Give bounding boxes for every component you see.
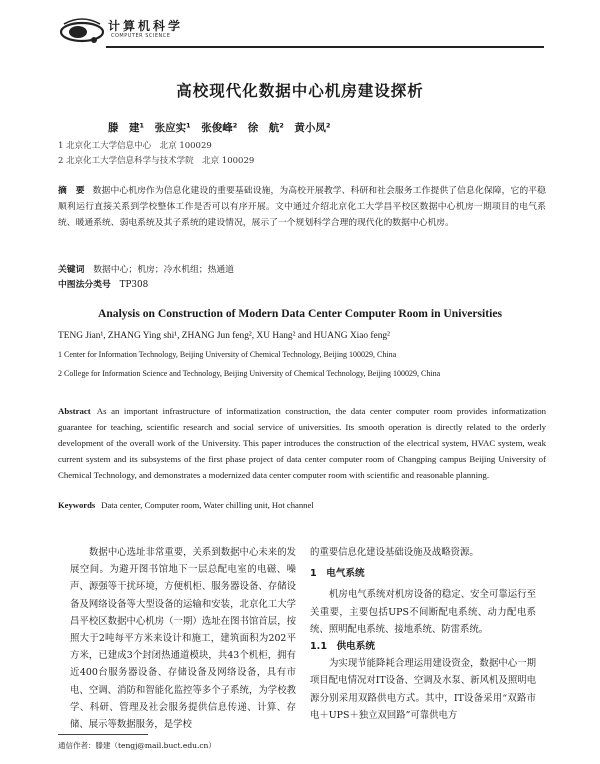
section-heading-1-1: 1.1 供电系统 [310,641,375,653]
abstract-cn-label: 摘 要 [58,186,85,196]
keywords-en-text: Data center, Computer room, Water chilling unit, Hot channel [101,500,314,510]
affiliation-en-1: 1 Center for Information Technology, Beijing University of Chemical Technology, Beijing 100029, China [58,350,397,359]
journal-subtitle: COMPUTER SCIENCE [111,33,171,39]
keywords-cn-text: 数据中心；机房；冷水机组；热通道 [93,265,234,275]
journal-name: 计算机科学 [108,19,184,33]
abstract-en-label: Abstract [58,406,91,416]
footnote-rule [58,734,148,735]
right-paragraph-1: 的重要信息化建设基础设施及战略资源。 [310,547,479,558]
keywords-cn-label: 关键词 [58,265,85,275]
authors-en: TENG Jian¹, ZHANG Ying shi¹, ZHANG Jun feng², XU Hang² and HUANG Xiao feng² [58,331,390,341]
abstract-cn [58,183,546,231]
clc-label: 中图法分类号 [58,280,111,290]
right-paragraph-3: 为实现节能降耗合理运用建设资金，数据中心一期项目配电情况对IT设备、空调及水泵、新风机及照明电源分别采用双路供电方式。其中，IT设备采用“双路市电＋UPS＋独立双回路”可靠供电方 [310,658,536,721]
paper-title-cn: 高校现代化数据中心机房建设探析 [176,82,424,100]
paper-title-en: Analysis on Construction of Modern Data Center Computer Room in Universities [97,307,503,320]
journal-logo [58,12,106,50]
section-heading-1: 1 电气系统 [310,568,365,580]
keywords-en [58,500,314,510]
header-rule [106,46,544,48]
right-paragraph-2: 机房电气系统对机房设备的稳定、安全可靠运行至关重要，主要包括UPS不间断配电系统、动力配电系统、照明配电系统、接地系统、防雷系统。 [310,589,536,635]
authors-cn: 滕 建¹ 张应实¹ 张俊峰² 徐 航² 黄小凤² [108,122,331,134]
affiliation-cn-1: 1 北京化工大学信息中心 北京 100029 [58,141,212,151]
footnote: 通信作者：滕建（tengj@mail.buct.edu.cn） [58,741,216,750]
clc-value: TP308 [119,280,149,290]
body-right-column [310,544,536,724]
clc-number [58,277,546,293]
abstract-en [58,403,546,483]
abstract-en-text: As an important infrastructure of informatization construction, the data center computer room provides informatization guarantee for teaching, scientific research and social service of universities. Its smooth operation is directly related to the orderly development of the overall work of the University. This paper introduces the construction of the electrical system, HVAC system, weak current system and its subsystems of the first phase project of data center computer room of Changping campus Beijing University of Chemical Technology, and demonstrates a modernized data center computer room with scientific and reasonable planning. [58,406,546,480]
body-left-column: 数据中心选址非常重要，关系到数据中心未来的发展空间。为避开图书馆地下一层总配电室的电磁、噪声、源强等干扰环境，方便机柜、服务器设备、存储设备及网络设备等大型设备的运输和安装，北京化工大学昌平校区数据中心机房（一期）选址在图书馆首层，按照大于2吨每平方米来设计和施工，建筑面积为202平方米，已建成3个封闭热通道模块，共43个机柜，拥有近400台服务器设备、存储设备及网络设备，具有市电、空调、消防和智能化监控等多个子系统，为学校教学、科研、管理及社会服务提供信息传递、计算、存储、展示等数据服务，是学校 [70,547,296,731]
affiliation-en-2: 2 College for Information Science and Technology, Beijing University of Chemical Technology, Beijing 100029, China [58,369,441,378]
keywords-en-label: Keywords [58,500,96,510]
affiliation-cn-2: 2 北京化工大学信息科学与技术学院 北京 100029 [58,156,255,166]
abstract-cn-text: 数据中心机房作为信息化建设的重要基础设施，为高校开展教学、科研和社会服务工作提供了信息化保障，它的平稳顺利运行直接关系到学校整体工作是否可以有序开展。文中通过介绍北京化工大学昌平校区数据中心机房一期项目的电气系统、暖通系统、弱电系统及其子系统的建设情况，展示了一个规划科学合理的现代化的数据中心机房。 [58,186,546,228]
keywords-cn [58,262,546,278]
